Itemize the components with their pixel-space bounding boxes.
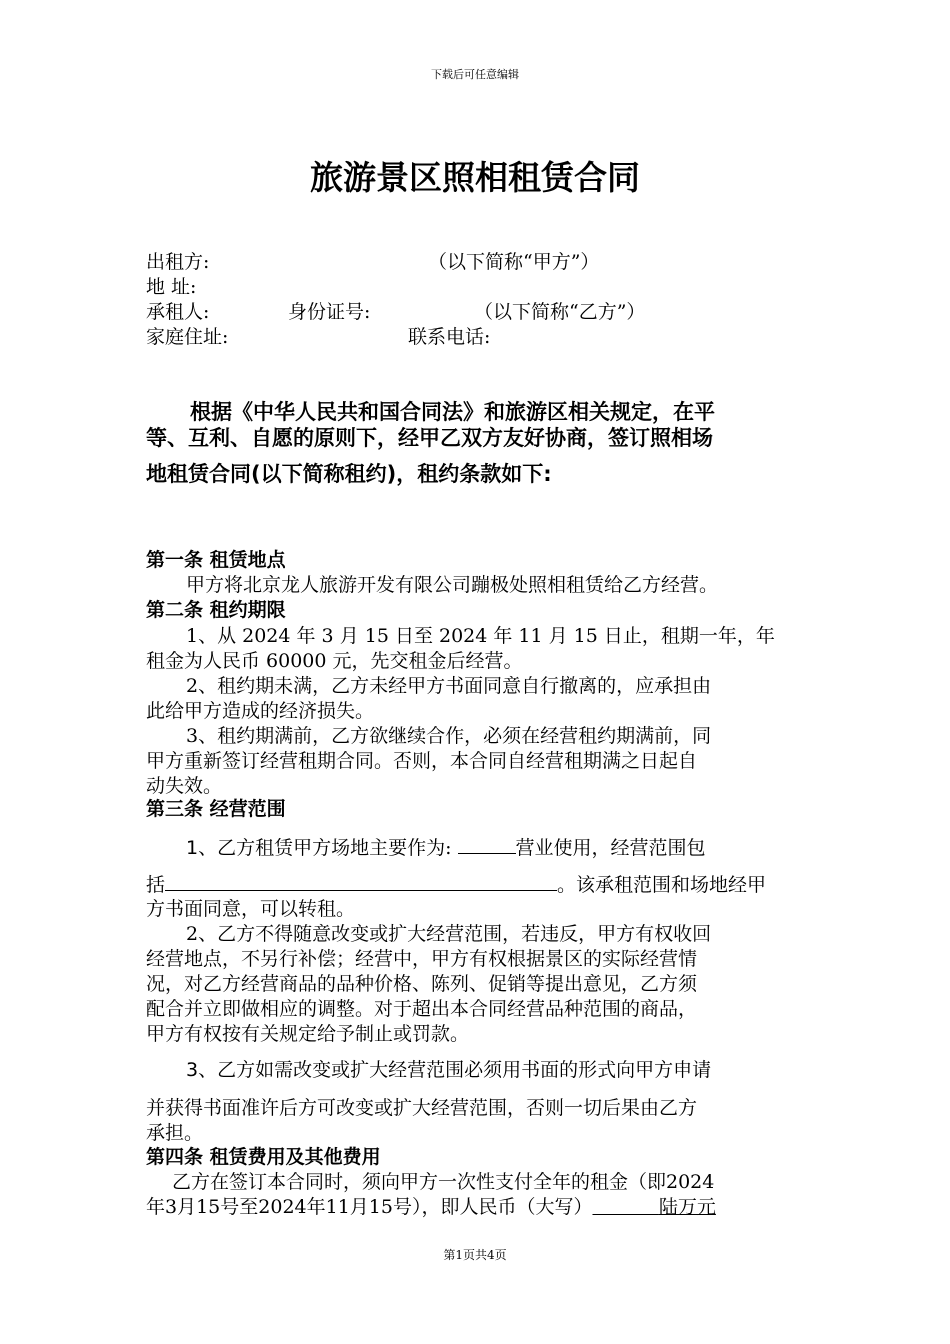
article-3-p3b: 并获得书面准许后方可改变或扩大经营范围，否则一切后果由乙方: [146, 1097, 698, 1119]
intro-line-3: 地租赁合同(以下简称租约)，租约条款如下:: [146, 462, 552, 486]
article-2-p3c: 动失效。: [146, 775, 223, 797]
article-3-p1a-post: 营业使用，经营范围包: [515, 837, 706, 859]
document-title: 旅游景区照相租赁合同: [310, 158, 640, 197]
lessor-label: 出租方:: [146, 251, 210, 273]
rent-amount-blank[interactable]: [592, 1196, 715, 1218]
home-address-label: 家庭住址:: [146, 326, 229, 348]
article-2-p3a: 3、租约期满前，乙方欲继续合作，必须在经营租约期满前，同: [186, 725, 712, 747]
article-3-p1c: 方书面同意，可以转租。: [146, 898, 356, 920]
lessor-alias: （以下简称“甲方”）: [428, 251, 600, 273]
article-3-p1b: [146, 872, 766, 897]
article-2-p3b: 甲方重新签订经营租期合同。否则，本合同自经营租期满之日起自: [146, 750, 698, 772]
article-3-heading: 第三条 经营范围: [146, 798, 286, 820]
lessee-alias: （以下简称“乙方”）: [474, 301, 646, 323]
article-4-line-1: 乙方在签订本合同时，须向甲方一次性支付全年的租金（即2024: [172, 1171, 715, 1193]
article-3-p3a: [186, 1058, 711, 1082]
article-1-heading: 第一条 租赁地点: [146, 549, 286, 571]
article-4-line-2-text: 年3月15号至2024年11月15号），即人民币（大写）: [146, 1196, 593, 1218]
phone-label: 联系电话:: [408, 326, 491, 348]
article-3-p1a: [186, 835, 706, 860]
lessee-label: 承租人:: [146, 301, 210, 323]
article-3-p2d: 配合并立即做相应的调整。对于超出本合同经营品种范围的商品，: [146, 998, 698, 1020]
article-2-p1a: 1、从 2024 年 3 月 15 日至 2024 年 11 月 15 日止，租期一年，年: [186, 625, 775, 647]
article-2-p1b: 租金为人民币 60000 元，先交租金后经营。: [146, 650, 523, 672]
article-3-p2b: 经营地点，不另行补偿；经营中，甲方有权根据景区的实际经营情: [146, 948, 698, 970]
article-3-p1-number: 1: [186, 837, 199, 859]
article-3-p2e: 甲方有权按有关规定给予制止或罚款。: [146, 1023, 470, 1045]
intro-line-2: 等、互利、自愿的原则下，经甲乙双方友好协商，签订照相场: [146, 426, 713, 450]
business-scope-blank[interactable]: [165, 872, 557, 891]
article-3-p1b-post: 。该承租范围和场地经甲: [557, 874, 767, 896]
article-1-text: 甲方将北京龙人旅游开发有限公司蹦极处照相租赁给乙方经营。: [186, 574, 719, 596]
article-3-p2c: 况，对乙方经营商品的品种价格、陈列、促销等提出意见，乙方须: [146, 973, 698, 995]
intro-line-1: 根据《中华人民共和国合同法》和旅游区相关规定，在平: [190, 400, 715, 424]
article-4-line-2: [146, 1195, 716, 1219]
article-2-p2a: 2、租约期未满，乙方未经甲方书面同意自行撤离的，应承担由: [186, 675, 712, 697]
article-3-p1a-pre: 、乙方租赁甲方场地主要作为:: [198, 837, 458, 859]
article-3-p3a-text: 、乙方如需改变或扩大经营范围必须用书面的形式向甲方申请: [198, 1059, 712, 1081]
header-note: 下载后可任意编辑: [431, 68, 519, 81]
id-label: 身份证号:: [288, 301, 371, 323]
article-4-heading: 第四条 租赁费用及其他费用: [146, 1146, 381, 1168]
address-label: 地 址:: [146, 276, 197, 298]
article-3-p1b-pre: 括: [146, 874, 166, 896]
rent-amount: 陆万元: [658, 1196, 716, 1218]
article-3-p2a: 2、乙方不得随意改变或扩大经营范围，若违反，甲方有权收回: [186, 923, 712, 945]
business-use-blank[interactable]: [458, 835, 516, 854]
article-3-p3-number: 3: [186, 1059, 199, 1081]
article-2-heading: 第二条 租约期限: [146, 599, 286, 621]
page-number: 第1页共4页: [443, 1248, 507, 1262]
article-3-p3c: 承担。: [146, 1122, 204, 1144]
article-2-p2b: 此给甲方造成的经济损失。: [146, 700, 375, 722]
